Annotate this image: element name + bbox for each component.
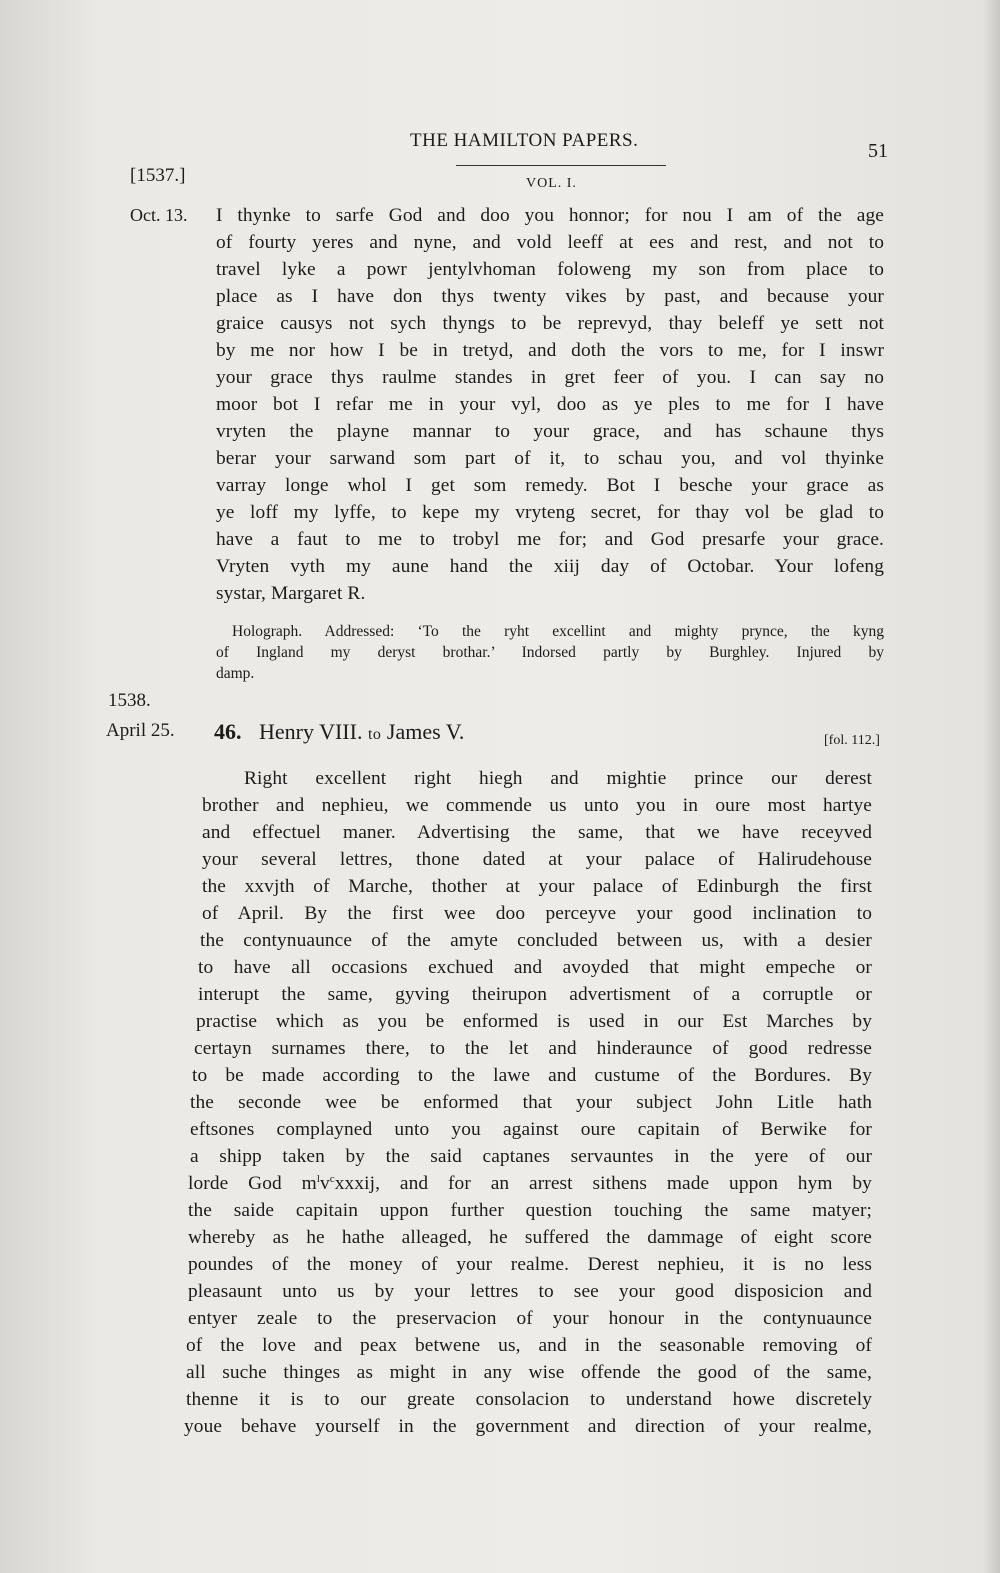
- letter45-line: moor bot I refar me in your vyl, doo as ye ples to me for I have: [216, 394, 884, 415]
- header-rule: [456, 165, 666, 166]
- letter46-line: a shipp taken by the said captanes servauntes in the yere of our: [190, 1146, 872, 1167]
- margin-date-oct-13: Oct. 13.: [130, 205, 188, 225]
- page-number: 51: [868, 140, 888, 162]
- letter45-line: travel lyke a powr jentylvhoman foloweng my son from place to: [216, 259, 884, 280]
- date-mid: v: [319, 1173, 330, 1194]
- letter46-line: Right excellent right hiegh and mightie prince our derest: [244, 768, 872, 789]
- letter46-line-with-superscript: [188, 1173, 872, 1195]
- letter46-line: poundes of the money of your realme. Derest nephieu, it is no less: [188, 1254, 872, 1275]
- letter45-line: have a faut to me to trobyl me for; and God presarfe your grace.: [216, 529, 884, 550]
- letter45-line: varray longe whol I get som remedy. Bot I besche your grace as: [216, 475, 884, 496]
- date-prefix: lorde God m: [188, 1173, 317, 1194]
- editorial-note-line: Holograph. Addressed: ‘To the ryht excellint and mighty prynce, the kyng: [232, 623, 884, 640]
- letter45-line: by me nor how I be in tretyd, and doth the vors to me, for I inswr: [216, 340, 884, 361]
- volume-label: VOL. I.: [526, 176, 577, 191]
- letter45-line: vryten the playne mannar to your grace, and has schaune thys: [216, 421, 884, 442]
- letter46-line: to be made according to the lawe and custume of the Bordures. By: [192, 1065, 872, 1086]
- date-rest: xxxij, and for an arrest sithens made uppon hym by: [334, 1173, 872, 1194]
- letter46-line: the seconde wee be enformed that your subject John Litle hath: [190, 1092, 872, 1113]
- letter45-line: Vryten vyth my aune hand the xiij day of Octobar. Your lofeng: [216, 556, 884, 577]
- letter46-line: to have all occasions exchued and avoyded that might empeche or: [198, 957, 872, 978]
- letter46-line: practise which as you be enformed is used in our Est Marches by: [196, 1011, 872, 1032]
- letter46-line: of April. By the first wee doo perceyve your good inclination to: [202, 903, 872, 924]
- superscript-l: l: [316, 1173, 320, 1185]
- letter46-line: youe behave yourself in the government and direction of your realme,: [184, 1416, 872, 1437]
- letter46-line: pleasaunt unto us by your lettres to see your good disposicion and: [188, 1281, 872, 1302]
- letter46-line: and effectuel maner. Advertising the same, that we have receyved: [202, 822, 872, 843]
- letter46-line: interupt the same, gyving theirupon advertisment of a corruptle or: [198, 984, 872, 1005]
- editorial-note-line: of Ingland my deryst brothar.’ Indorsed partly by Burghley. Injured by: [216, 644, 884, 661]
- heading-sender: Henry VIII.: [259, 719, 363, 744]
- letter46-line: eftsones complayned unto you against oure capitain of Berwike for: [190, 1119, 872, 1140]
- letter46-line: all suche thinges as might in any wise offende the good of the same,: [186, 1362, 872, 1383]
- letter45-line: ye loff my lyffe, to kepe my vryteng secret, for thay vol be glad to: [216, 502, 884, 523]
- folio-reference: [fol. 112.]: [824, 733, 880, 748]
- letter46-line: the contynuaunce of the amyte concluded between us, with a desier: [200, 930, 872, 951]
- letter45-line: your grace thys raulme standes in gret feer of you. I can say no: [216, 367, 884, 388]
- letter46-line: the saide capitain uppon further question touching the same matyer;: [188, 1200, 872, 1221]
- letter-heading: [214, 719, 464, 745]
- letter46-line: your several lettres, thone dated at your palace of Halirudehouse: [202, 849, 872, 870]
- editorial-note-line: damp.: [216, 665, 255, 682]
- letter46-line: whereby as he hathe alleaged, he suffered the dammage of eight score: [188, 1227, 872, 1248]
- letter45-line: I thynke to sarfe God and doo you honnor; for nou I am of the age: [216, 205, 884, 226]
- letter46-line: thenne it is to our greate consolacion to understand howe discretely: [186, 1389, 872, 1410]
- running-header-title: THE HAMILTON PAPERS.: [410, 130, 639, 151]
- letter-number: 46.: [214, 719, 242, 744]
- page-spine-shadow: [984, 0, 1000, 1573]
- letter46-line: brother and nephieu, we commende us unto you in oure most hartye: [202, 795, 872, 816]
- letter46-line: of the love and peax betwene us, and in the seasonable removing of: [186, 1335, 872, 1356]
- letter45-line: of fourty yeres and nyne, and vold leeff at ees and rest, and not to: [216, 232, 884, 253]
- letter46-line: the xxvjth of Marche, thother at your palace of Edinburgh the first: [202, 876, 872, 897]
- letter45-line: systar, Margaret R.: [216, 583, 366, 604]
- superscript-c: c: [329, 1173, 335, 1185]
- year-bracket: [1537.]: [130, 165, 186, 186]
- letter45-line: place as I have don thys twenty vikes by past, and because your: [216, 286, 884, 307]
- letter45-line: berar your sarwand som part of it, to schau you, and vol thyinke: [216, 448, 884, 469]
- margin-date-april-25: April 25.: [106, 720, 175, 741]
- heading-to: to: [367, 726, 382, 743]
- heading-recipient: James V.: [386, 719, 465, 744]
- letter45-line: graice causys not sych thyngs to be reprevyd, thay beleff ye sett not: [216, 313, 884, 334]
- letter46-line: entyer zeale to the preservacion of your honour in the contynuaunce: [188, 1308, 872, 1329]
- letter46-line: certayn surnames there, to the let and hinderaunce of good redresse: [194, 1038, 872, 1059]
- year-1538: 1538.: [108, 690, 151, 711]
